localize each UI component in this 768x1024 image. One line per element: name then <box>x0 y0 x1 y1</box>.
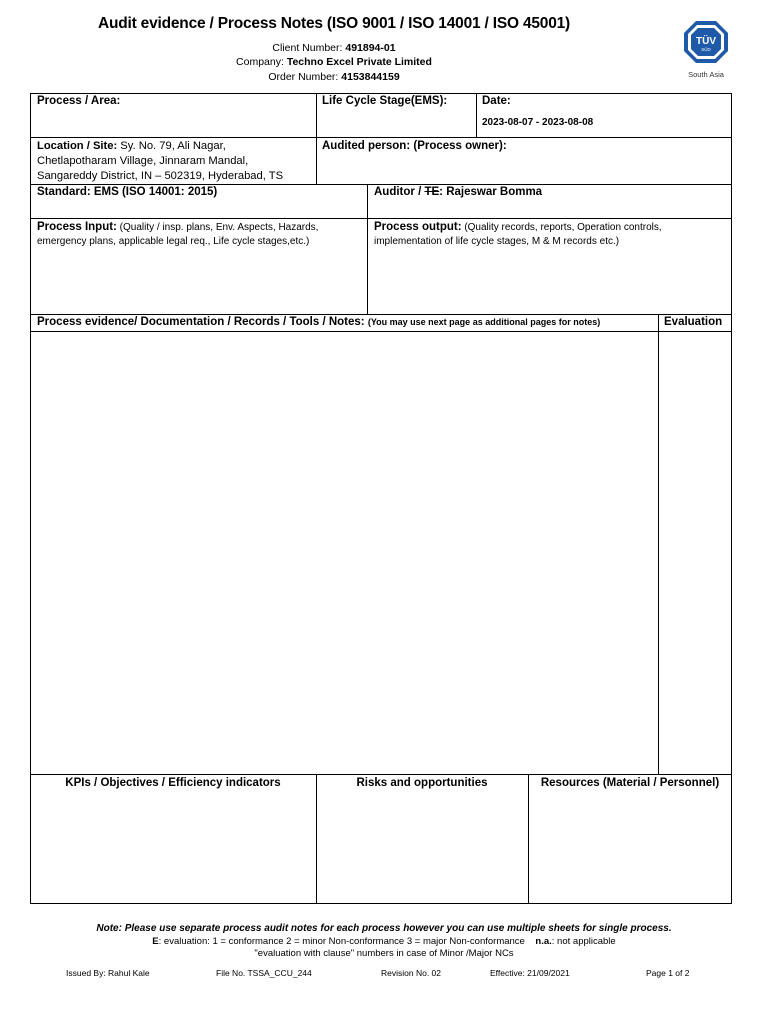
tuv-octagon-icon <box>683 20 729 64</box>
standard-label: Standard: EMS (ISO 14001: 2015) <box>37 186 218 198</box>
process-output-field: Process output: (Quality records, reports, Operation controls, implementation of life cycle stages, M & M records etc.) <box>374 221 662 247</box>
logo-text: TÜV <box>696 36 716 47</box>
resources-label: Resources (Material / Personnel) <box>540 777 720 789</box>
logo-small-text: SÜD <box>701 47 711 52</box>
audited-person-label: Audited person: (Process owner): <box>322 140 507 152</box>
effective-date: Effective: 21/09/2021 <box>490 968 570 978</box>
process-input-field: Process Input: (Quality / insp. plans, Env. Aspects, Hazards, emergency plans, applicable legal req., Life cycle stages,etc.) <box>37 221 319 247</box>
logo-region: South Asia <box>688 70 724 79</box>
evidence-label: Process evidence/ Documentation / Records / Tools / Notes: (You may use next page as additional pages for notes) <box>37 316 601 328</box>
order-number: Order Number: 4153844159 <box>268 71 400 83</box>
evaluation-legend: E: evaluation: 1 = conformance 2 = minor Non-conformance 3 = major Non-conformance n.a.: not applicable <box>152 936 616 947</box>
tuv-logo <box>678 20 734 79</box>
date-label: Date: <box>482 95 511 107</box>
page-number: Page 1 of 2 <box>646 968 690 978</box>
evaluation-area[interactable] <box>660 333 730 773</box>
evidence-notes-area[interactable] <box>32 333 656 773</box>
life-cycle-label: Life Cycle Stage(EMS): <box>322 95 448 107</box>
company: Company: Techno Excel Private Limited <box>236 56 432 68</box>
clause-note: "evaluation with clause" numbers in case of Minor /Major NCs <box>254 948 514 959</box>
bottom-section <box>30 774 732 904</box>
issued-by: Issued By: Rahul Kale <box>66 968 150 978</box>
file-number: File No. TSSA_CCU_244 <box>216 968 312 978</box>
location-field: Location / Site: Sy. No. 79, Ali Nagar, Chetlapotharam Village, Jinnaram Mandal, Sangareddy District, IN – 502319, Hyderabad, TS <box>37 140 284 182</box>
process-area-label: Process / Area: <box>37 95 121 107</box>
client-number: Client Number: 491894-01 <box>272 42 396 54</box>
evaluation-label: Evaluation <box>664 316 723 328</box>
note-line: Note: Please use separate process audit notes for each process however you can use multiple sheets for single process. <box>96 923 672 934</box>
auditor-label: Auditor / TE: Rajeswar Bomma <box>374 186 543 198</box>
revision-number: Revision No. 02 <box>381 968 442 978</box>
document-title: Audit evidence / Process Notes (ISO 9001 / ISO 14001 / ISO 45001) <box>97 15 571 32</box>
date-value: 2023-08-07 - 2023-08-08 <box>482 117 594 128</box>
risks-label: Risks and opportunities <box>356 777 488 789</box>
kpi-label: KPIs / Objectives / Efficiency indicators <box>65 777 281 789</box>
